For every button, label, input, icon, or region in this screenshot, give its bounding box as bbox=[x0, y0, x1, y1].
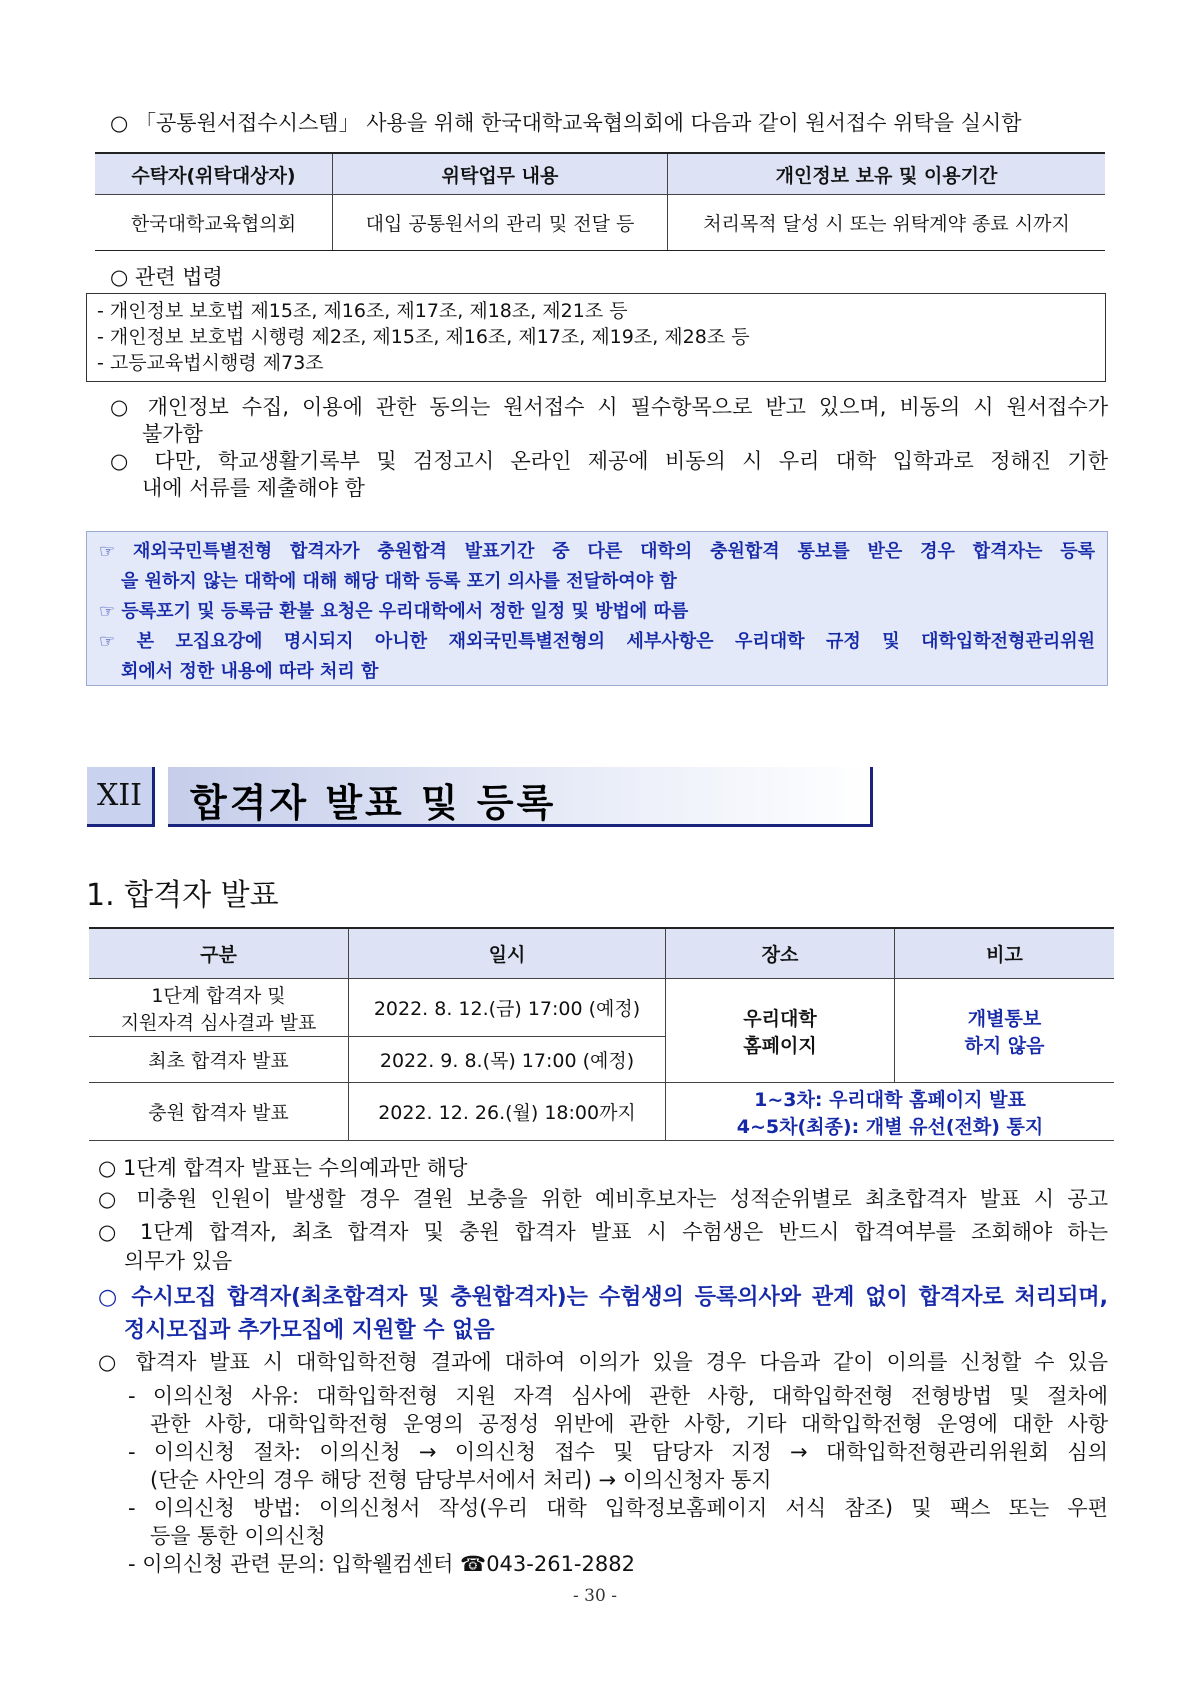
sub-item: - 이의신청 사유: 대학입학전형 지원 자격 심사에 관한 사항, 대학입학전형 전형방법 및 절차에 bbox=[128, 1384, 1108, 1408]
table-row bbox=[89, 979, 1114, 1037]
bullet-text: ○ 합격자 발표 시 대학입학전형 결과에 대하여 이의가 있을 경우 다음과 같이 이의를 신청할 수 있음 bbox=[98, 1350, 1108, 1374]
table-header: 개인정보 보유 및 이용기간 bbox=[668, 153, 1106, 195]
row-label: 1단계 합격자 및 bbox=[151, 984, 286, 1007]
table-header-row bbox=[95, 153, 1105, 195]
law-item: - 개인정보 보호법 제15조, 제16조, 제17조, 제18조, 제21조 등 bbox=[97, 300, 628, 322]
row-label: 지원자격 심사결과 발표 bbox=[120, 1011, 317, 1034]
sub-item: - 이의신청 절차: 이의신청 → 이의신청 접수 및 담당자 지정 → 대학입학전형관리위원회 심의 bbox=[128, 1440, 1108, 1464]
table-row bbox=[95, 195, 1105, 251]
table-header: 수탁자(위탁대상자) bbox=[95, 153, 333, 195]
emphasis-text: ○ 수시모집 합격자(최초합격자 및 충원합격자)는 수험생의 등록의사와 관계 없이 합격자로 처리되며, bbox=[98, 1285, 1108, 1310]
notice-line: ☞ 재외국민특별전형 합격자가 충원합격 발표기간 중 다른 대학의 충원합격 통보를 받은 경우 합격자는 등록 bbox=[99, 541, 1095, 562]
bullet-text: ○ 1단계 합격자 발표는 수의예과만 해당 bbox=[98, 1156, 468, 1180]
sub-item: (단순 사안의 경우 해당 전형 담당부서에서 처리) → 이의신청자 통지 bbox=[150, 1468, 772, 1492]
law-box bbox=[86, 293, 1106, 382]
table-cell: 충원 합격자 발표 bbox=[89, 1083, 349, 1141]
consent-text: ○ 다만, 학교생활기록부 및 검정고시 온라인 제공에 비동의 시 우리 대학 입학과로 정해진 기한 bbox=[110, 449, 1108, 473]
law-heading: ○ 관련 법령 bbox=[110, 265, 223, 289]
table-header: 위탁업무 내용 bbox=[333, 153, 668, 195]
sub-item: 관한 사항, 대학입학전형 운영의 공정성 위반에 관한 사항, 기타 대학입학전형 운영에 대한 사항 bbox=[150, 1412, 1108, 1436]
table-cell: 2022. 9. 8.(목) 17:00 (예정) bbox=[349, 1037, 666, 1083]
notice-line: ☞ 본 모집요강에 명시되지 아니한 재외국민특별전형의 세부사항은 우리대학 규정 및 대학입학전형관리위원 bbox=[99, 631, 1095, 652]
note-text: 1~3차: 우리대학 홈페이지 발표 bbox=[754, 1088, 1026, 1111]
note-text: 4~5차(최종): 개별 유선(전화) 통지 bbox=[736, 1115, 1044, 1138]
bullet-text: 의무가 있음 bbox=[124, 1249, 233, 1273]
page-number: - 30 - bbox=[573, 1586, 617, 1606]
law-item: - 개인정보 보호법 시행령 제2조, 제15조, 제16조, 제17조, 제19조, 제28조 등 bbox=[97, 326, 750, 348]
place-text: 우리대학 bbox=[743, 1007, 817, 1030]
consent-text: ○ 개인정보 수집, 이용에 관한 동의는 원서접수 시 필수항목으로 받고 있으며, 비동의 시 원서접수가 bbox=[110, 395, 1108, 419]
sub-item: 등을 통한 이의신청 bbox=[150, 1524, 326, 1548]
chapter-number: XII bbox=[87, 767, 155, 827]
notice-box bbox=[86, 531, 1108, 686]
chapter-title: 합격자 발표 및 등록 bbox=[190, 781, 557, 825]
table-cell: 2022. 8. 12.(금) 17:00 (예정) bbox=[349, 979, 666, 1037]
notice-line: 을 원하지 않는 대학에 대해 해당 대학 등록 포기 의사를 전달하여야 함 bbox=[121, 571, 677, 592]
table-header: 구분 bbox=[89, 928, 349, 979]
emphasis-text: 정시모집과 추가모집에 지원할 수 없음 bbox=[124, 1318, 495, 1343]
table-header: 일시 bbox=[349, 928, 666, 979]
notice-line: ☞ 등록포기 및 등록금 환불 요청은 우리대학에서 정한 일정 및 방법에 따름 bbox=[99, 601, 689, 622]
sub-item: - 이의신청 관련 문의: 입학웰컴센터 ☎043-261-2882 bbox=[128, 1552, 635, 1576]
consent-text: 불가함 bbox=[142, 422, 203, 446]
place-text: 홈페이지 bbox=[743, 1034, 817, 1057]
notice-line: 회에서 정한 내용에 따라 처리 함 bbox=[121, 661, 379, 682]
table-cell bbox=[89, 979, 349, 1037]
table-cell: 한국대학교육협의회 bbox=[95, 195, 333, 251]
table-header: 장소 bbox=[666, 928, 895, 979]
consignment-intro: ○ 「공통원서접수시스템」 사용을 위해 한국대학교육협의회에 다음과 같이 원서접수 위탁을 실시함 bbox=[110, 111, 1022, 135]
table-cell: 대입 공통원서의 관리 및 전달 등 bbox=[333, 195, 668, 251]
sub-item: - 이의신청 방법: 이의신청서 작성(우리 대학 입학정보홈페이지 서식 참조) 및 팩스 또는 우편 bbox=[128, 1496, 1108, 1520]
table-cell bbox=[895, 979, 1115, 1083]
table-cell: 최초 합격자 발표 bbox=[89, 1037, 349, 1083]
table-row bbox=[89, 1083, 1114, 1141]
law-item: - 고등교육법시행령 제73조 bbox=[97, 352, 324, 374]
section-title: 1. 합격자 발표 bbox=[86, 878, 279, 913]
table-cell: 처리목적 달성 시 또는 위탁계약 종료 시까지 bbox=[668, 195, 1106, 251]
consignment-table bbox=[95, 152, 1105, 251]
note-text: 하지 않음 bbox=[964, 1034, 1045, 1057]
consent-text: 내에 서류를 제출해야 함 bbox=[142, 476, 365, 500]
table-cell: 2022. 12. 26.(월) 18:00까지 bbox=[349, 1083, 666, 1141]
results-table bbox=[89, 927, 1114, 1141]
note-text: 개별통보 bbox=[967, 1007, 1042, 1030]
table-header: 비고 bbox=[895, 928, 1115, 979]
table-header-row bbox=[89, 928, 1114, 979]
bullet-text: ○ 미충원 인원이 발생할 경우 결원 보충을 위한 예비후보자는 성적순위별로 최초합격자 발표 시 공고 bbox=[98, 1187, 1108, 1211]
bullet-text: ○ 1단계 합격자, 최초 합격자 및 충원 합격자 발표 시 수험생은 반드시 합격여부를 조회해야 하는 bbox=[98, 1220, 1108, 1244]
table-cell bbox=[666, 1083, 1115, 1141]
table-cell bbox=[666, 979, 895, 1083]
